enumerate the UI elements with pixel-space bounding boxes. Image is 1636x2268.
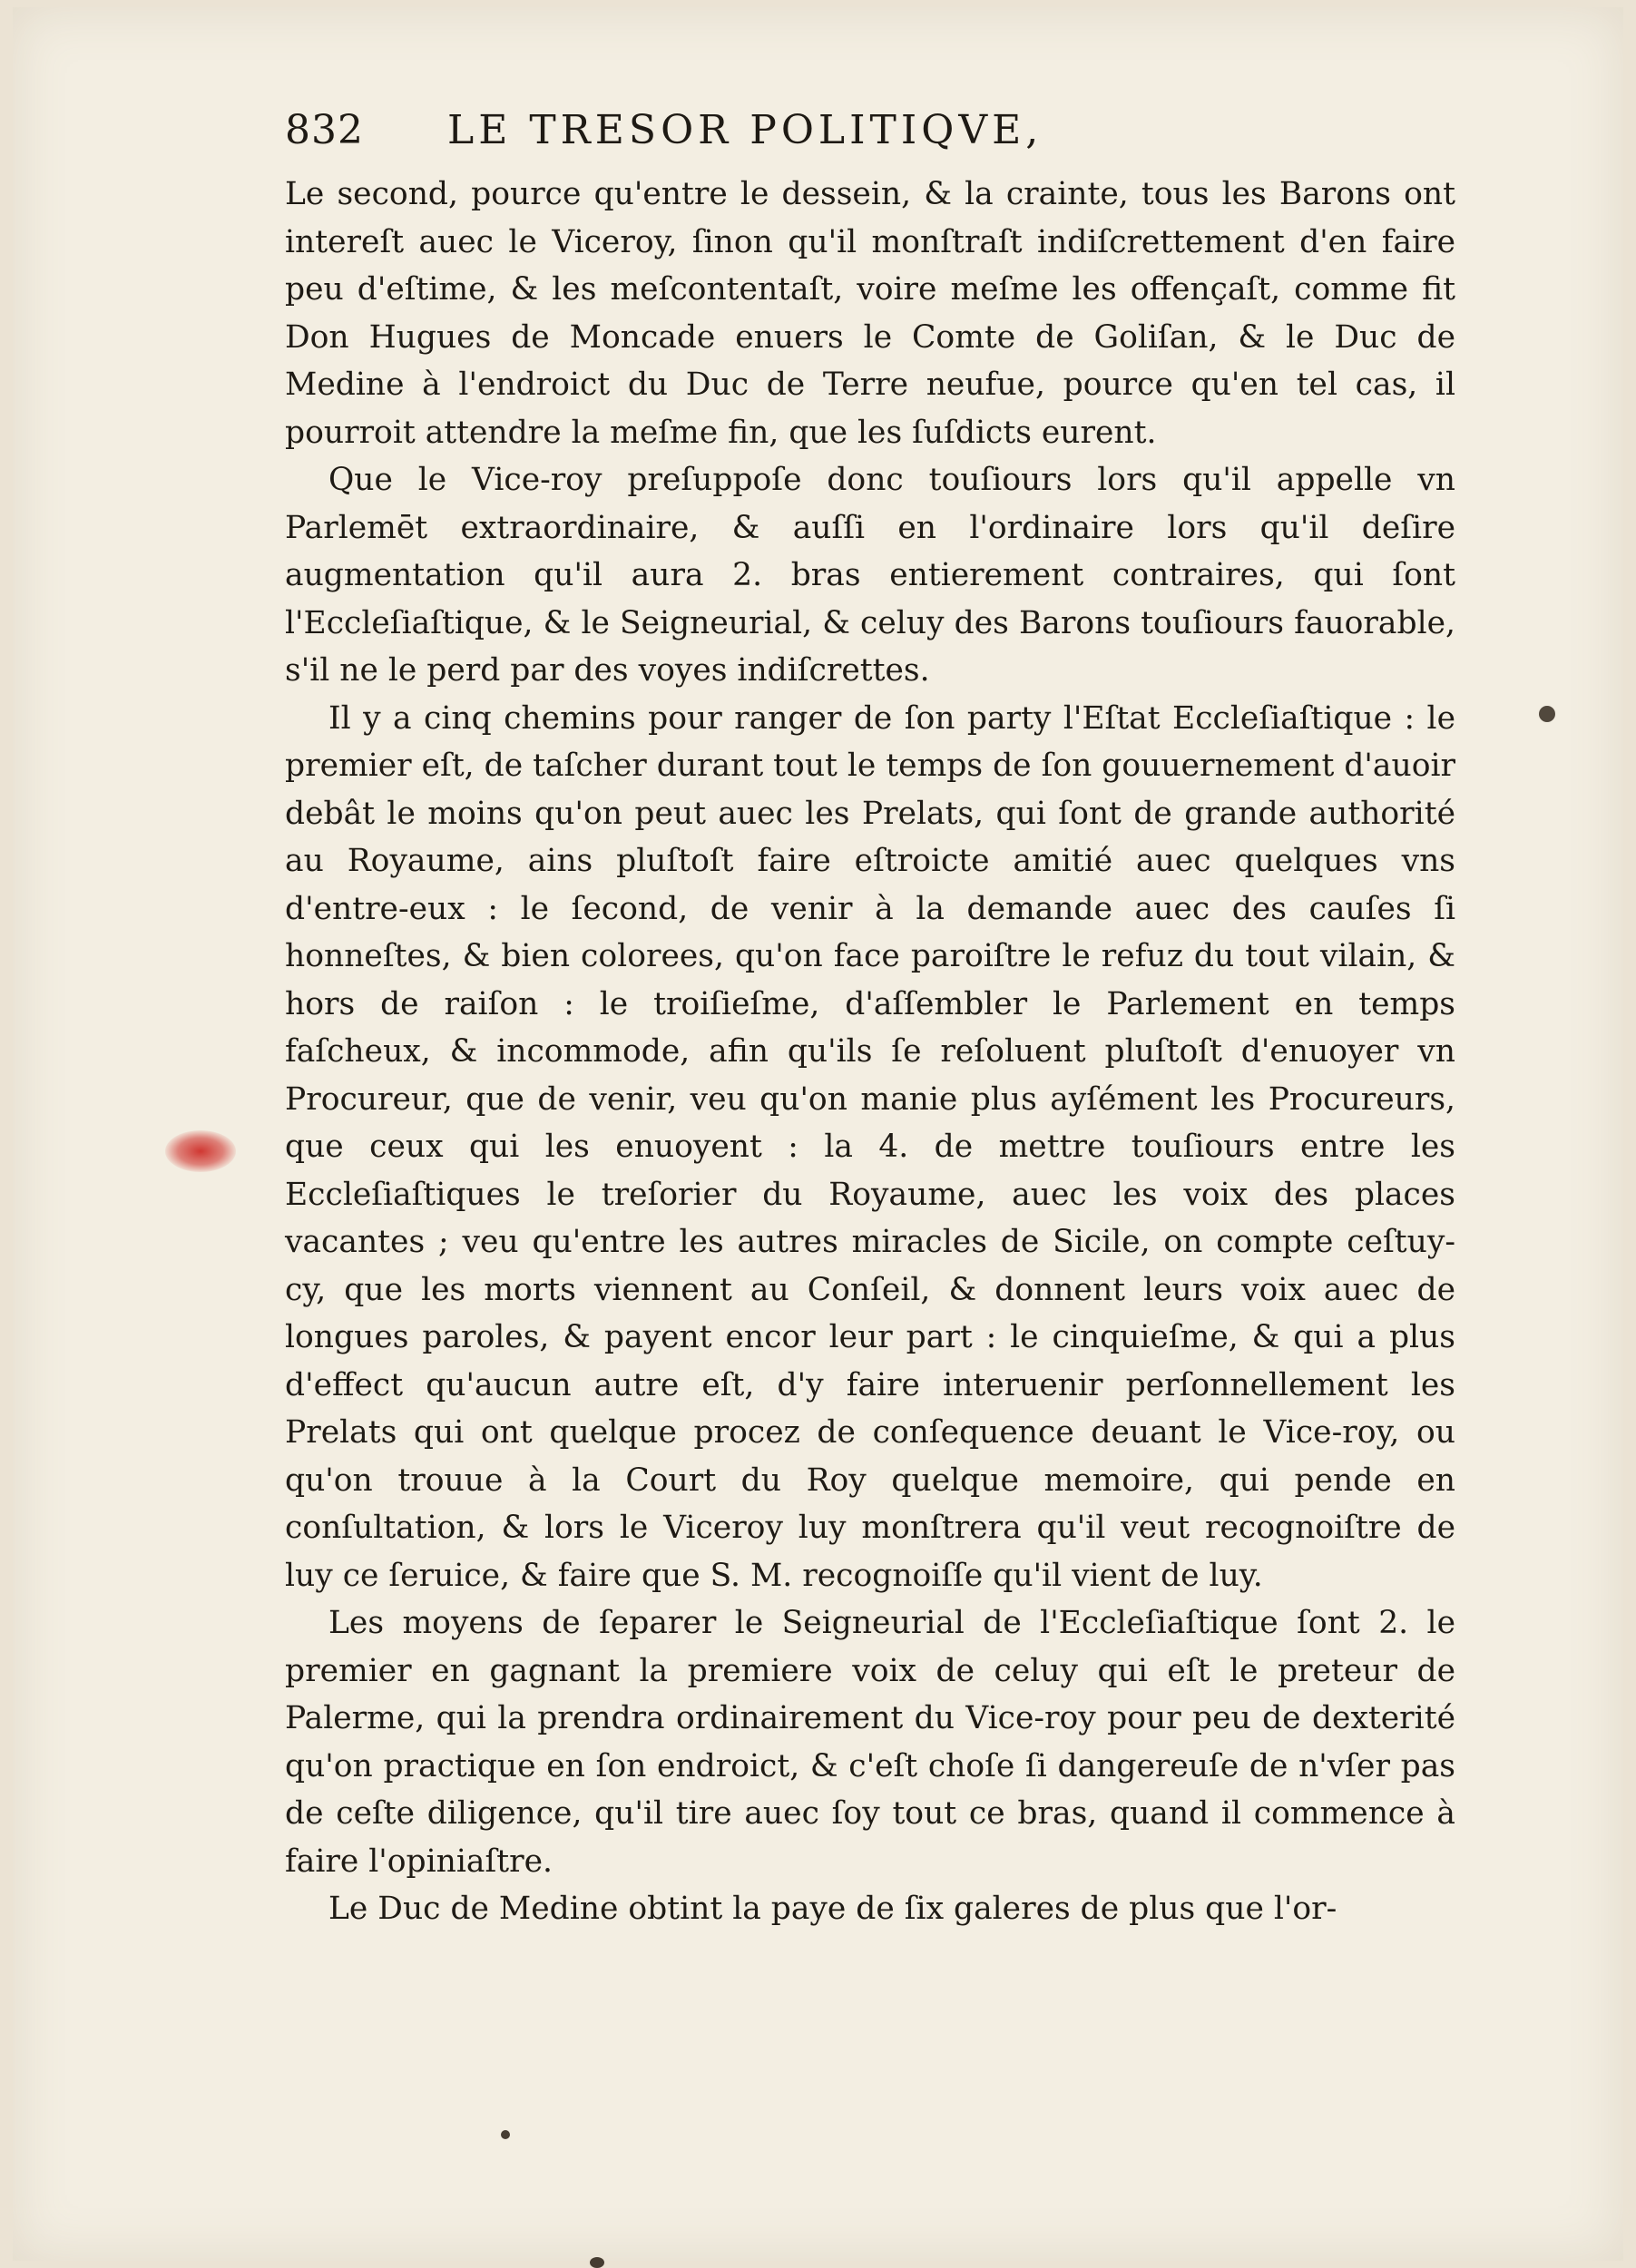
paragraph-1: Le second, pource qu'entre le dessein, & la crainte, tous les Barons ont intereſt auec le Viceroy, ſinon qu'il monſtraſt indiſcrettement d'en faire peu d'eſtime, & les meſcontentaſt, voire meſme les offençaſt, comme fit Don Hugues de Moncade enuers le Comte de Goliſan, & le Duc de Medine à l'endroict du Duc de Terre neufue, pource qu'en tel cas, il pourroit attendre la meſme fin, que les ſuſdicts eurent. — [285, 176, 1455, 451]
paragraph-5: Le Duc de Medine obtint la paye de ſix galeres de plus que l'or- — [328, 1891, 1337, 1927]
paper-speck — [501, 2130, 510, 2139]
book-page — [13, 7, 1623, 2261]
body-text — [285, 171, 1455, 1933]
red-ink-stain — [165, 1130, 236, 1172]
paper-speck — [590, 2257, 604, 2268]
paper-speck — [1539, 706, 1555, 722]
paragraph-3: Il y a cinq chemins pour ranger de ſon party l'Eſtat Eccleſiaſtique : le premier eſt, de taſcher durant tout le temps de ſon gouuernement d'auoir debât le moins qu'on peut auec les Prelats, qui ſont de grande authorité au Royaume, ains pluſtoſt faire eſtroicte amitié auec quelques vns d'entre-eux : le ſecond, de venir à la demande auec des cauſes ſi honneſtes, & bien colorees, qu'on face paroiſtre le refuz du tout vilain, & hors de raiſon : le troiſieſme, d'aſſembler le Parlement en temps faſcheux, & incommode, afin qu'ils ſe reſoluent pluſtoſt d'enuoyer vn Procureur, que de venir, veu qu'on manie plus ayſément les Procureurs, que ceux qui les enuoyent : la 4. de mettre touſiours entre les Eccleſiaſtiques le treſorier du Royaume, auec les voix des places vacantes ; veu qu'entre les autres miracles de Sicile, on compte ceſtuy-cy, que les morts viennent au Conſeil, & donnent leurs voix auec de longues paroles, & payent encor leur part : le cinquieſme, & qui a plus d'effect qu'aucun autre eſt, d'y faire interuenir perſonnellement les Prelats qui ont quelque procez de conſequence deuant le Vice-roy, ou qu'on trouue à la Court du Roy quelque memoire, qui pende en conſultation, & lors le Viceroy luy monſtrera qu'il veut recognoiſtre de luy ce ſeruice, & faire que S. M. recognoiſſe qu'il vient de luy. — [285, 699, 1455, 1594]
paragraph-4: Les moyens de ſeparer le Seigneurial de l'Eccleſiaſtique ſont 2. le premier en gagnant la premiere voix de celuy qui eſt le preteur de Palerme, qui la prendra ordinairement du Vice-roy pour peu de dexterité qu'on practique en ſon endroict, & c'eſt choſe ſi dangereuſe de n'vſer pas de ceſte diligence, qu'il tire auec ſoy tout ce bras, quand il commence à faire l'opiniaſtre. — [285, 1605, 1455, 1880]
running-header — [285, 98, 1455, 163]
text-block — [285, 98, 1455, 1933]
running-title: LE TRESOR POLITIQVE, — [447, 107, 1043, 153]
paragraph-2: Que le Vice-roy preſuppoſe donc touſiours lors qu'il appelle vn Parlemēt extraordinaire, & auſſi en l'ordinaire lors qu'il deſire augmentation qu'il aura 2. bras entierement contraires, qui ſont l'Eccleſiaſtique, & le Seigneurial, & celuy des Barons touſiours fauorable, s'il ne le perd par des voyes indiſcrettes. — [285, 462, 1455, 689]
page-number: 832 — [285, 107, 364, 153]
